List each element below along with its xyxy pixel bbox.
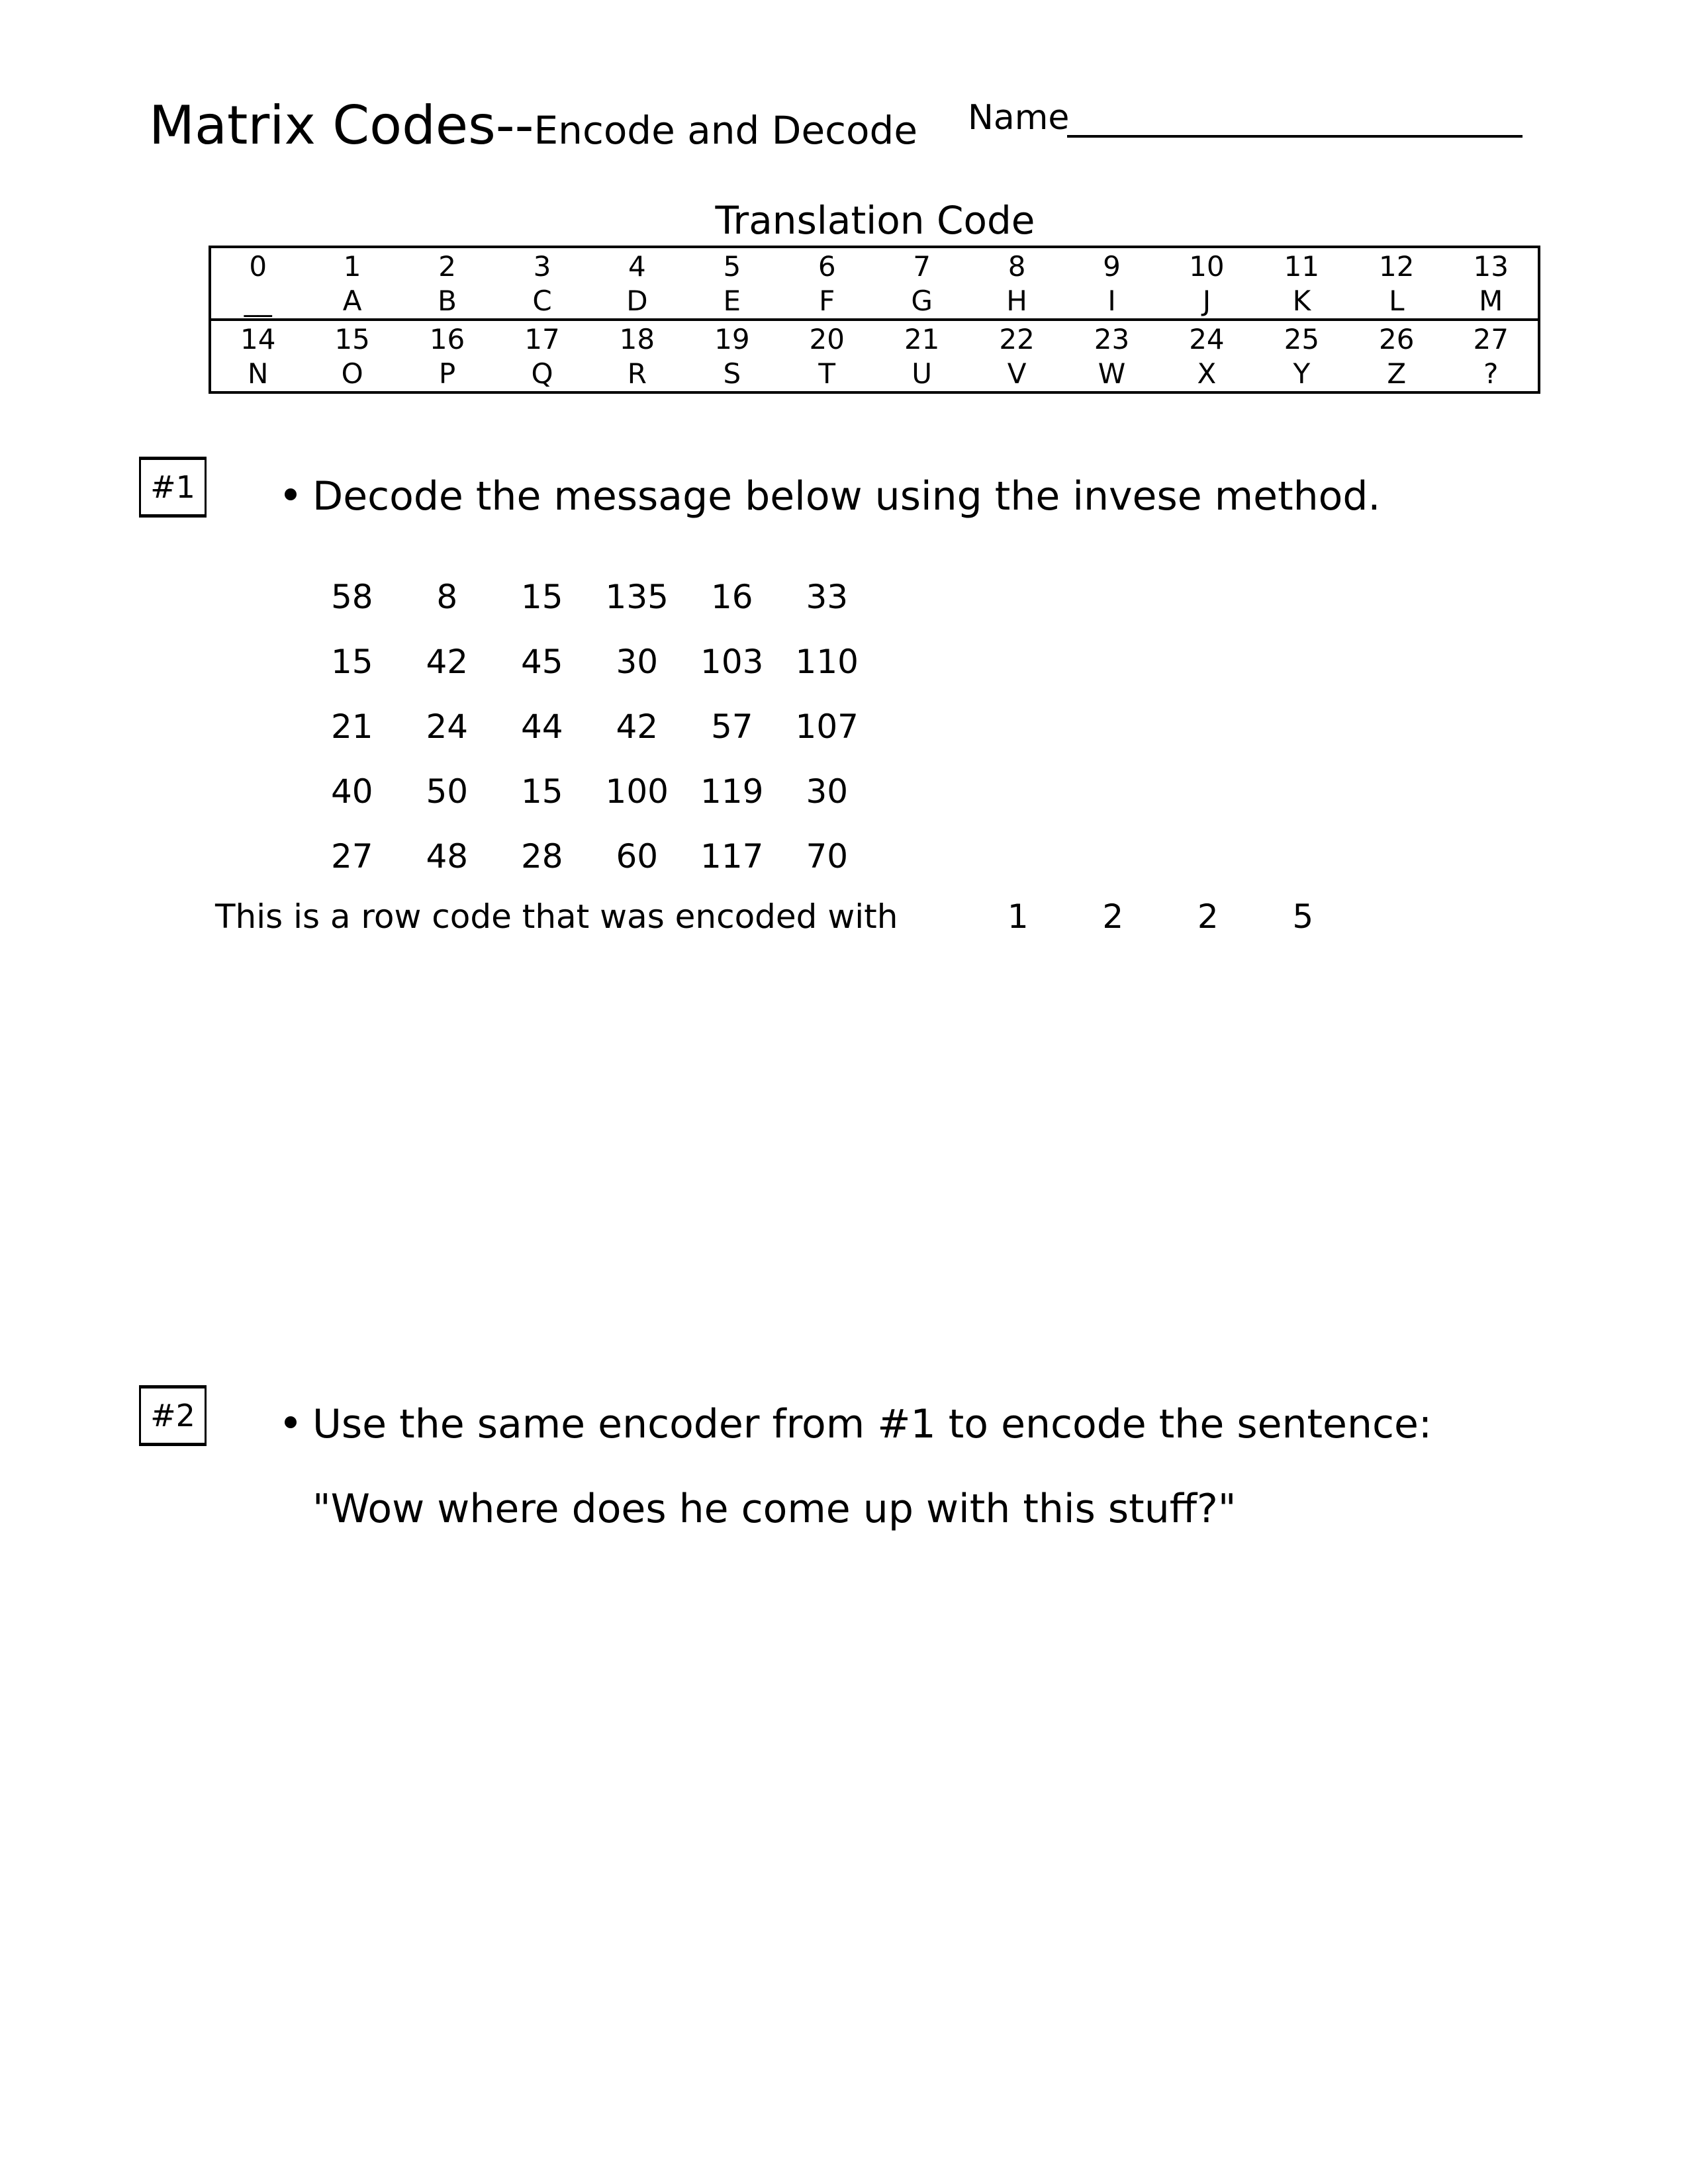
code-letter: Q <box>531 357 553 390</box>
code-number: 4 <box>628 250 646 283</box>
code-letter: F <box>780 284 874 320</box>
translation-row-letters <box>210 357 1539 392</box>
matrix-cell: 15 <box>520 578 563 616</box>
problem-1-instruction <box>285 473 1381 520</box>
bullet-icon <box>285 488 297 500</box>
problem-2-label: #2 <box>150 1398 195 1433</box>
code-letter: S <box>723 357 741 390</box>
matrix-cell: 45 <box>520 643 563 681</box>
code-number: 1 <box>343 250 361 283</box>
code-letter: D <box>590 284 684 320</box>
code-number: 14 <box>240 323 276 355</box>
code-number: 26 <box>1379 323 1415 355</box>
problem-1-label-box <box>139 457 207 518</box>
matrix-row <box>305 772 874 837</box>
matrix-cell: 117 <box>700 837 764 876</box>
code-letter: W <box>1098 357 1126 390</box>
matrix-cell: 57 <box>710 707 753 746</box>
translation-code-table <box>209 246 1540 394</box>
code-number: 7 <box>913 250 931 283</box>
matrix-cell: 15 <box>520 772 563 811</box>
matrix-cell: 8 <box>436 578 458 616</box>
code-number: 2 <box>438 250 456 283</box>
encoder-value: 1 <box>1007 897 1029 936</box>
matrix-cell: 44 <box>520 707 563 746</box>
matrix-cell: 119 <box>700 772 764 811</box>
encoder-description: This is a row code that was encoded with <box>215 897 898 936</box>
matrix-cell: 33 <box>806 578 849 616</box>
code-letter: ? <box>1483 357 1499 390</box>
code-letter: V <box>1007 357 1027 390</box>
code-letter: A <box>305 284 399 320</box>
matrix-cell: 135 <box>605 578 669 616</box>
matrix-row <box>305 642 874 707</box>
code-letter: U <box>912 357 933 390</box>
problem-2-instruction <box>285 1401 1432 1447</box>
problem-1-instruction-text: Decode the message below using the invese method. <box>312 473 1381 520</box>
code-number: 3 <box>533 250 551 283</box>
code-number: 0 <box>249 250 267 283</box>
translation-row-letters <box>210 284 1539 320</box>
code-letter: Z <box>1387 357 1407 390</box>
code-number: 22 <box>999 323 1035 355</box>
code-number: 25 <box>1284 323 1320 355</box>
code-number: 5 <box>723 250 741 283</box>
code-letter: C <box>494 284 589 320</box>
matrix-cell: 30 <box>616 643 659 681</box>
code-number: 15 <box>334 323 370 355</box>
title-main: Matrix Codes-- <box>149 95 534 156</box>
encoder-value: 5 <box>1292 897 1314 936</box>
problem-1-label: #1 <box>150 469 195 505</box>
code-number: 23 <box>1094 323 1130 355</box>
code-number: 19 <box>714 323 750 355</box>
code-letter: T <box>818 357 836 390</box>
code-letter: G <box>874 284 969 320</box>
code-letter: K <box>1254 284 1349 320</box>
matrix-cell: 27 <box>330 837 373 876</box>
translation-code-title: Translation Code <box>715 198 1035 243</box>
matrix-cell: 15 <box>330 643 373 681</box>
code-number: 13 <box>1473 250 1509 283</box>
code-letter: H <box>969 284 1064 320</box>
name-label: Name <box>968 98 1070 138</box>
translation-row-numbers <box>210 247 1539 284</box>
matrix-row <box>305 837 874 901</box>
code-number: 11 <box>1284 250 1320 283</box>
matrix-cell: 110 <box>795 643 859 681</box>
code-letter: __ <box>210 284 305 320</box>
matrix-cell: 40 <box>330 772 373 811</box>
problem-2-instruction-text: Use the same encoder from #1 to encode the sentence: <box>312 1401 1432 1447</box>
code-letter: N <box>248 357 269 390</box>
matrix-cell: 60 <box>616 837 659 876</box>
code-letter: B <box>400 284 494 320</box>
code-letter: X <box>1197 357 1217 390</box>
matrix-cell: 16 <box>710 578 753 616</box>
code-number: 12 <box>1379 250 1415 283</box>
matrix-cell: 50 <box>426 772 469 811</box>
matrix-cell: 30 <box>806 772 849 811</box>
title-subtitle: Encode and Decode <box>534 108 918 153</box>
code-letter: R <box>627 357 647 390</box>
code-number: 8 <box>1008 250 1026 283</box>
encoder-value: 2 <box>1197 897 1219 936</box>
code-number: 9 <box>1103 250 1121 283</box>
code-letter: L <box>1349 284 1444 320</box>
code-number: 16 <box>429 323 465 355</box>
matrix-cell: 21 <box>330 707 373 746</box>
matrix-cell: 28 <box>520 837 563 876</box>
code-letter: I <box>1064 284 1159 320</box>
matrix-cell: 24 <box>426 707 469 746</box>
code-number: 17 <box>524 323 560 355</box>
matrix-row <box>305 707 874 772</box>
sentence-to-encode: "Wow where does he come up with this stuff?" <box>312 1486 1237 1532</box>
code-letter: E <box>684 284 779 320</box>
code-number: 18 <box>619 323 655 355</box>
code-number: 21 <box>904 323 940 355</box>
code-letter: J <box>1159 284 1254 320</box>
code-number: 10 <box>1189 250 1225 283</box>
code-letter: O <box>341 357 363 390</box>
code-letter: M <box>1444 284 1539 320</box>
code-number: 6 <box>818 250 836 283</box>
encoded-message-matrix <box>305 577 874 901</box>
name-field-line[interactable] <box>1067 135 1523 138</box>
worksheet-title <box>149 95 918 156</box>
matrix-row <box>305 577 874 642</box>
code-number: 20 <box>809 323 845 355</box>
code-letter: P <box>438 357 456 390</box>
matrix-cell: 42 <box>426 643 469 681</box>
matrix-cell: 58 <box>330 578 373 616</box>
matrix-cell: 42 <box>616 707 659 746</box>
translation-row-numbers <box>210 320 1539 357</box>
matrix-cell: 100 <box>605 772 669 811</box>
problem-2-label-box <box>139 1385 207 1446</box>
encoder-value: 2 <box>1102 897 1124 936</box>
code-number: 27 <box>1473 323 1509 355</box>
bullet-icon <box>285 1416 297 1428</box>
encoder-values <box>970 897 1350 936</box>
matrix-cell: 107 <box>795 707 859 746</box>
matrix-cell: 48 <box>426 837 469 876</box>
code-number: 24 <box>1189 323 1225 355</box>
matrix-cell: 103 <box>700 643 764 681</box>
code-letter: Y <box>1293 357 1311 390</box>
matrix-cell: 70 <box>806 837 849 876</box>
